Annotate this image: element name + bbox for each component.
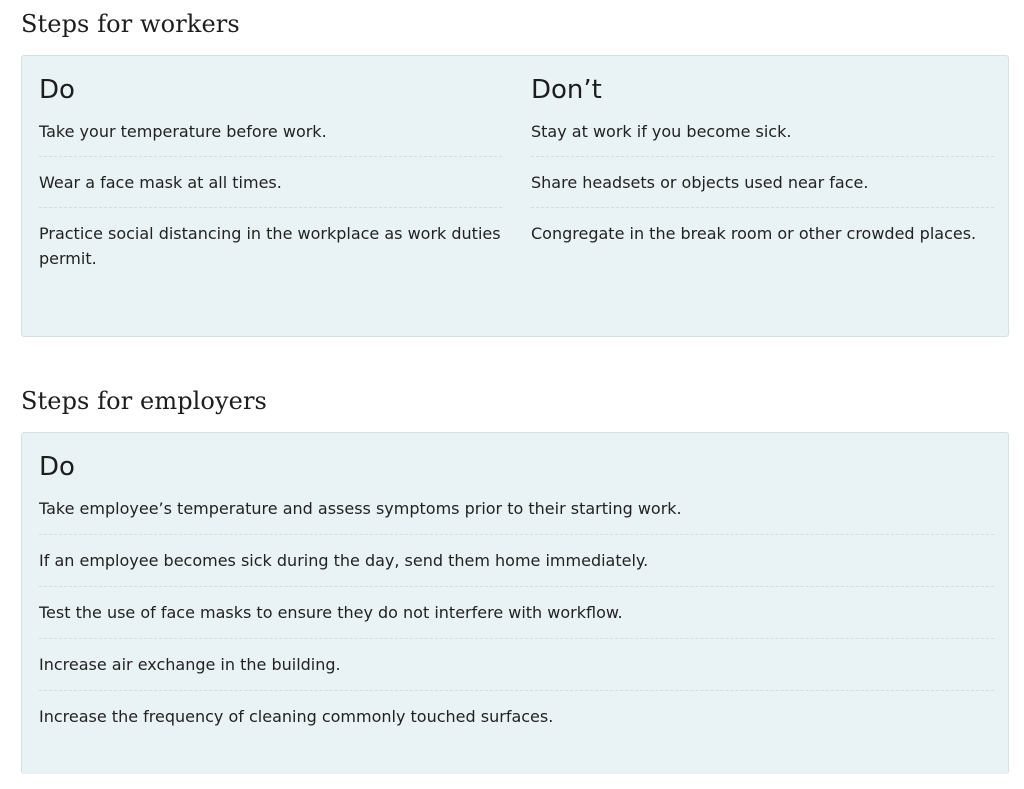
list-item: Increase air exchange in the building. — [39, 638, 994, 690]
list-item: Share headsets or objects used near face. — [531, 156, 994, 207]
list-item: If an employee becomes sick during the day, send them home immediately. — [39, 534, 994, 586]
list-item: Test the use of face masks to ensure they do not interfere with workflow. — [39, 586, 994, 638]
section-title-workers: Steps for workers — [21, 10, 240, 38]
list-item: Increase the frequency of cleaning commonly touched surfaces. — [39, 690, 994, 742]
workers-card — [21, 55, 1009, 337]
list-item: Practice social distancing in the workplace as work duties permit. — [39, 207, 502, 283]
workers-dont-list — [531, 119, 994, 258]
workers-do-list — [39, 119, 502, 283]
workers-dont-heading: Don’t — [531, 75, 602, 105]
list-item: Congregate in the break room or other crowded places. — [531, 207, 994, 258]
list-item: Take your temperature before work. — [39, 122, 327, 141]
list-item: Wear a face mask at all times. — [39, 156, 502, 207]
employers-do-list — [39, 496, 994, 742]
section-title-employers: Steps for employers — [21, 387, 267, 415]
workers-do-heading: Do — [39, 75, 75, 105]
employers-card — [21, 432, 1009, 774]
list-item: Stay at work if you become sick. — [531, 122, 792, 141]
list-item: Take employee’s temperature and assess symptoms prior to their starting work. — [39, 499, 682, 518]
employers-do-heading: Do — [39, 452, 75, 482]
